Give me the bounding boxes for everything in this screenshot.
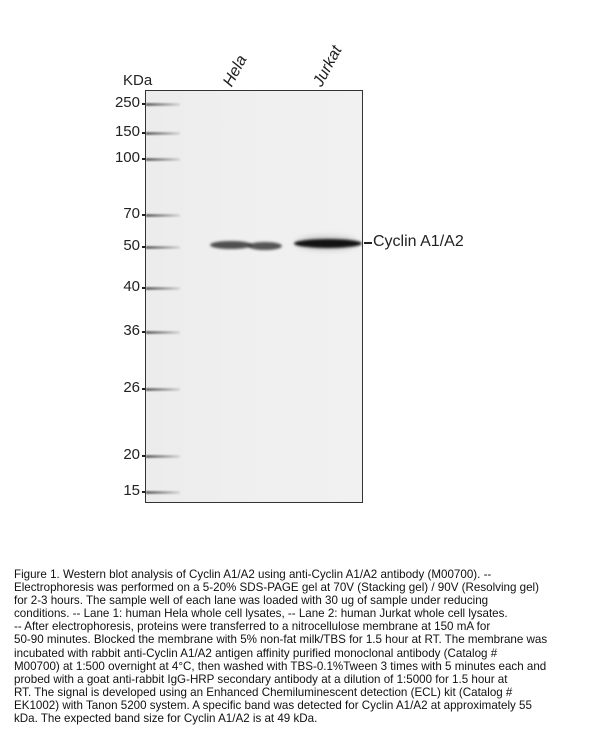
hela-band [210,241,252,249]
ladder-band [146,103,180,106]
marker-label-40: 40 [123,278,140,295]
marker-label-250: 250 [114,94,140,111]
marker-label-150: 150 [114,123,140,140]
ladder-band [146,331,180,334]
ladder-band [146,246,180,249]
ladder-band [146,491,180,494]
lane-label-hela: Hela [220,52,251,90]
marker-label-20: 20 [123,446,140,463]
target-protein-label: Cyclin A1/A2 [373,233,464,250]
marker-label-36: 36 [123,322,140,339]
blot-membrane [145,90,363,503]
marker-label-15: 15 [123,482,140,499]
lane-label-jurkat: Jurkat [310,43,346,90]
ladder-band [146,455,180,458]
ladder-band [146,388,180,391]
marker-label-50: 50 [123,237,140,254]
hela-band [248,242,282,250]
jurkat-band [294,239,362,248]
figure-caption: Figure 1. Western blot analysis of Cyclin A1/A2 using anti-Cyclin A1/A2 antibody (M00700). -- Electrophoresis was performed on a 5-20% SDS-PAGE gel at 70V (Stacking gel) / 90V (Resolving gel) for 2-3 hours. The sample well of each lane was loaded with 30 ug of sample under reducing conditions. -- Lane 1: human Hela whole cell lysates, -- Lane 2: human Jurkat whole cell lysates. -- After electrophoresis, proteins were transferred to a nitrocellulose membrane at 150 mA for 50-90 minutes. Blocked the membrane with 5% non-fat milk/TBS for 1.5 hour at RT. The membrane was incubated with rabbit anti-Cyclin A1/A2 antigen affinity purified monoclonal antibody (Catalog # M00700) at 1:500 overnight at 4°C, then washed with TBS-0.1%Tween 3 times with 5 minutes each and probed with a goat anti-rabbit IgG-HRP secondary antibody at a dilution of 1:5000 for 1.5 hour at RT. The signal is developed using an Enhanced Chemiluminescent detection (ECL) kit (Catalog # EK1002) with Tanon 5200 system. A specific band was detected for Cyclin A1/A2 at approximately 55 kDa. The expected band size for Cyclin A1/A2 is at 49 kDa. [14,568,548,726]
kda-axis-label: KDa [123,72,153,89]
ladder-band [146,287,180,290]
marker-label-26: 26 [123,379,140,396]
target-band-pointer [364,242,372,244]
marker-label-100: 100 [114,149,140,166]
ladder-band [146,158,180,161]
marker-label-70: 70 [123,205,140,222]
ladder-band [146,214,180,217]
ladder-band [146,132,180,135]
